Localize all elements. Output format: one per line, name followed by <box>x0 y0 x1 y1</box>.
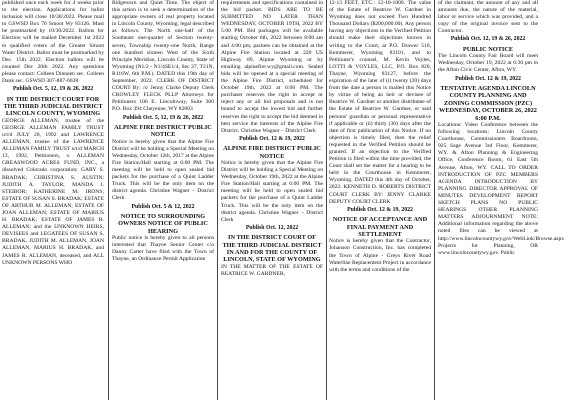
column-4 <box>327 0 433 400</box>
publication-dates: Publish Oct. 5 & 12, 2022 <box>131 203 195 210</box>
notice-body-text: Notice is hereby given that the Alpine Fire District will be holding a Special Meeting on Wednesday, October 12th, 2017 at the Alpine Fire Station/Hall starting at 6:00 PM. The meeting will be held to open sealed bid packets for the purchase of a Quint Ladder Truck. This will be the only item on the district agenda. Christine Wagner – District Clerk <box>112 138 214 202</box>
publication-dates: Publish Oct. 5, 12, 19 & 26, 2022 <box>122 114 204 121</box>
column-5 <box>436 0 564 400</box>
notice-heading: NOTICE OF ACCEPTANCE AND FINAL PAYMENT AND SETTLEMENT <box>332 216 428 238</box>
column-3 <box>219 0 325 400</box>
notice-body-text: 12-13 FEET, ETC.: 12-10-1000. The value of the Estate of Beatrice W. Gardner in Wyoming does not exceed Two Hundred Thousand Dollars ($200,000.00). Any person having any objections to the Verified Petition should make their objections known in writing to the Court, at P.O. Drawer 510, Kemmerer, Wyoming 83101, and to Petitioner's counsel, M. Kevin Voyles, LOTTI & VOYLES, LLC, P.O. Box 820, Thayne, Wyoming 83127, before the expiration of the later of (i) twenty (20) days from the date a person is mailed this Notice by virtue of being an heir or devisee of Beatrice W. Gardner or another distributee of the Estate of Beatrice W. Gardner, or said persons' guardian or personal representative if applicable or (ii) thirty (30) days after the date of first publication of this Notice. If no objection is timely filed, then the relief requested in the Verified Petition should be granted. If an objection to the Verified Petition is filed within the time provided, the Court shall set the matter for a hearing to be held in the Courthouse in Kemmerer, Wyoming. DATED this 4th day of October, 2022. KENNETH D. ROBERTS DISTRICT COURT CLERK BY: JENNY CLARKE DEPUTY COURT CLERK <box>329 0 431 205</box>
notice-body-text: requirements and specifications contained in the bid packet. BIDS ARE TO BE SUBMITTED NO LATER THAN WEDNESDAY, OCTOBER 19TH, 2022 BY 5:00 PM. Bid packages will be available starting October 6th, 2022 between 8:00 am and 4:00 pm, packets can be obtained at the Alpine Fire Station located at 220 US Highway 89, Alpine Wyoming or by emailing alpinefire.wy@gmail.com. Sealed bids will be opened at a special meeting of the Alpine Fire District, scheduled for October 19th, 2022 at 6:00 PM. The purchaser reserves the right to accept or reject any or all bid proposals and is not bound to accept the lowest bid and further reserves the right to accept the bid deemed in best service the interests of the Alpine Fire District. Christine Wagner – District Clerk <box>221 0 323 134</box>
publication-dates: Publish Oct. 12 & 19, 2022 <box>455 75 521 82</box>
publication-dates: Publish Oct. 12, 2022 <box>245 224 299 231</box>
column-divider <box>217 0 218 400</box>
notice-heading: NOTICE TO SURROUNDING OWNERS NOTICE OF PUBLIC HEARING <box>118 212 208 235</box>
notice-heading: ALPINE FIRE DISTRICT PUBLIC NOTICE <box>223 145 321 160</box>
notice-heading: IN THE DISTRICT COURT OF THE THIRD JUDICIAL DISTRICT IN AND FOR THE COUNTY OF LINCOLN, STATE OF WYOMING <box>222 234 322 264</box>
column-2 <box>110 0 216 400</box>
notice-body-text: GEORGE ALLEMAN, trustee of the GEORGE ALLEMAN FAMILY TRUST u/t/d JULY 20, 1992 and LAWRENCE ALLEMAN, trustee of the LAWRENCE ALLEMAN FAMILY TRUST u/t/d MARCH 13, 1992, Petitioners, v. ALLEMAN GREASWOOD ACRES FUND, INC., a dissolved Colorado corporation; GARY S. BRADAK; CHRISTINA S. AUSTIN; JUDITH A. TAYLOR; MANDA J. STEIBOR; KATHERINE M. IRONS; ESTATE OF SUSAN S. BRADAK; ESTATE OF ARTHUR M. ALLEMAN; ESTATE OF JOAN ALLEMAN; ESTATE OF MARIUS H. BRADAK; ESTATE OF JAMES R. ALLEMAN; and the UNKNOWN HEIRS, DEVISEES and LEGATEES OF SUSAN S. BRADAK, JUDITH M. ALLEMAN, JOAN ALLEMAN, MARIUS H. BRADAK, and JAMES R. ALLEMAN, deceased, and ALL UNKNOWN PERSONS WHO <box>2 117 104 266</box>
notice-body-text: Notice is hereby given that the Contractor, Johanson Construction, Inc. has completed the Town of Alpine - Greys River Road Waterline Replacement Project in accordance with the terms and conditions of the <box>329 238 431 273</box>
notice-heading: ALPINE FIRE DISTRICT PUBLIC NOTICE <box>114 123 212 139</box>
notice-body-text: Locations: Video Conference between the following locations: Lincoln County Courthouse, Commissioners Boardroom, 925 Sage Avenue 3rd Floor, Kemmerer, WY. & Afton Planning & Engineering Office, Conference Room, 61 East 5th Avenue, Afton, WY. CALL TO ORDER INTRODUCTION OF PZC MEMBERS AGENDA INTRODUCTION BY PLANNING DIRECTOR APPROVAL OF MINUTES DEVELOPMENT REPORT SKETCH PLANS NO PUBLIC HEARINGS OTHER PLANNING MATTERS ADJOURNMENT NOTE: Additional information regarding the above noted files can be viewed at http://www.lincolncountywy.gov/WebLink/Browse.aspx Projects for Planning, OR www.lincolncountywy.gov. Public <box>438 122 564 256</box>
notice-body-text: Notice is hereby given that the Alpine Fire District will be holding a Special Meeting on Wednesday, October 19th, 2022 at the Alpine Fire Station/Hall starting at 6:00 PM. The meeting will be held to open sealed bid packets for the purchase of a Quint Ladder Truck. This will be the only item on the district agenda. Christine Wagner – District Clerk <box>221 160 323 223</box>
notice-body-text: of the claimant, the amount of any and all amounts due, the nature of the material, labor or service which was provided, and a copy of the original invoice sent to the Contractor. <box>438 0 538 35</box>
notice-body-text: The Lincoln County Fair Board will meet Wednesday, October 19, 2022 at 6:30 pm in the Afton Civic Center, Afton, WY. <box>438 53 538 74</box>
notice-heading: IN THE DISTRICT COURT FOR THE THIRD JUDICIAL DISTRICT LINCOLN COUNTY, WYOMING <box>3 95 103 118</box>
notice-body-text: Ridgetown and Quiet Time. The object of this action is to seek a determination of the appropriate owners of real property located in Lincoln County, Wyoming, legal described as follows: The North one-half of the Southeast one-quarter of Section twenty-seven, Township twenty-one North, Range one hundred sixteen West of the Sixth Principle Meridian, Lincoln County, State of Wyoming (N1/2 - N1/4SE1/4, Sec 27, T21N, R116W, 6th P.M.). DATED this 19th day of September, 2022. CLERK OF DISTRICT COURT By: /s/ Jenny Clarke Deputy Clerk CROWLEY FLECK PLLP Attorneys for Petitioners 106 E. Lincolnway, Suite 300 P.O. Box 394 Cheyenne, WY 82003 <box>112 0 214 113</box>
publication-dates: Publish Oct. 12 & 19, 2022 <box>347 206 413 213</box>
notice-body-text: IN THE MATTER OF THE ESTATE OF BEATRICE W. GARDNER, <box>221 263 323 277</box>
notice-body-text: published once each week for 4 weeks prior to the election. Applications for ballot inclusion will close 10/30/2022. Please mail to GSWSD Box 76 Smoot Wy 83126. Must be postmarked by 10/30/2022. Ballots for Election will be mailed December 1st 2022 to qualified voters of the Greater Smoot Water District. Ballot must be postmarked by Dec. 15th 2022. Election ballots will be counted Dec 20th 2022. Any questions please contact: Colleen Dinneen sec. Colleen Dank sec. GSWSD 307-887-6638 <box>2 0 104 85</box>
column-divider <box>108 0 109 400</box>
column-divider <box>434 0 435 400</box>
publication-dates: Publish Oct. 12 & 19, 2022 <box>239 135 305 142</box>
publication-dates: Publish Oct. 5, 12, 19 & 26, 2022 <box>12 86 94 93</box>
publication-dates: Publish Oct. 12, 19 & 26, 2022 <box>450 36 526 43</box>
notice-heading: PUBLIC NOTICE <box>462 45 514 53</box>
column-1 <box>0 0 106 400</box>
notice-body-text: Public notice is hereby given to all persons interested that Thayne Senior Center c/o Danny Carter have filed with the Town of Thayne, an Ordinance Permit Application <box>112 235 214 263</box>
notice-heading: TENTATIVE AGENDA LINCOLN COUNTY PLANNING AND ZONING COMMISSION (PZC) WEDNESDAY, OCTOBER 26, 2022 6:00 P.M. <box>439 84 537 122</box>
